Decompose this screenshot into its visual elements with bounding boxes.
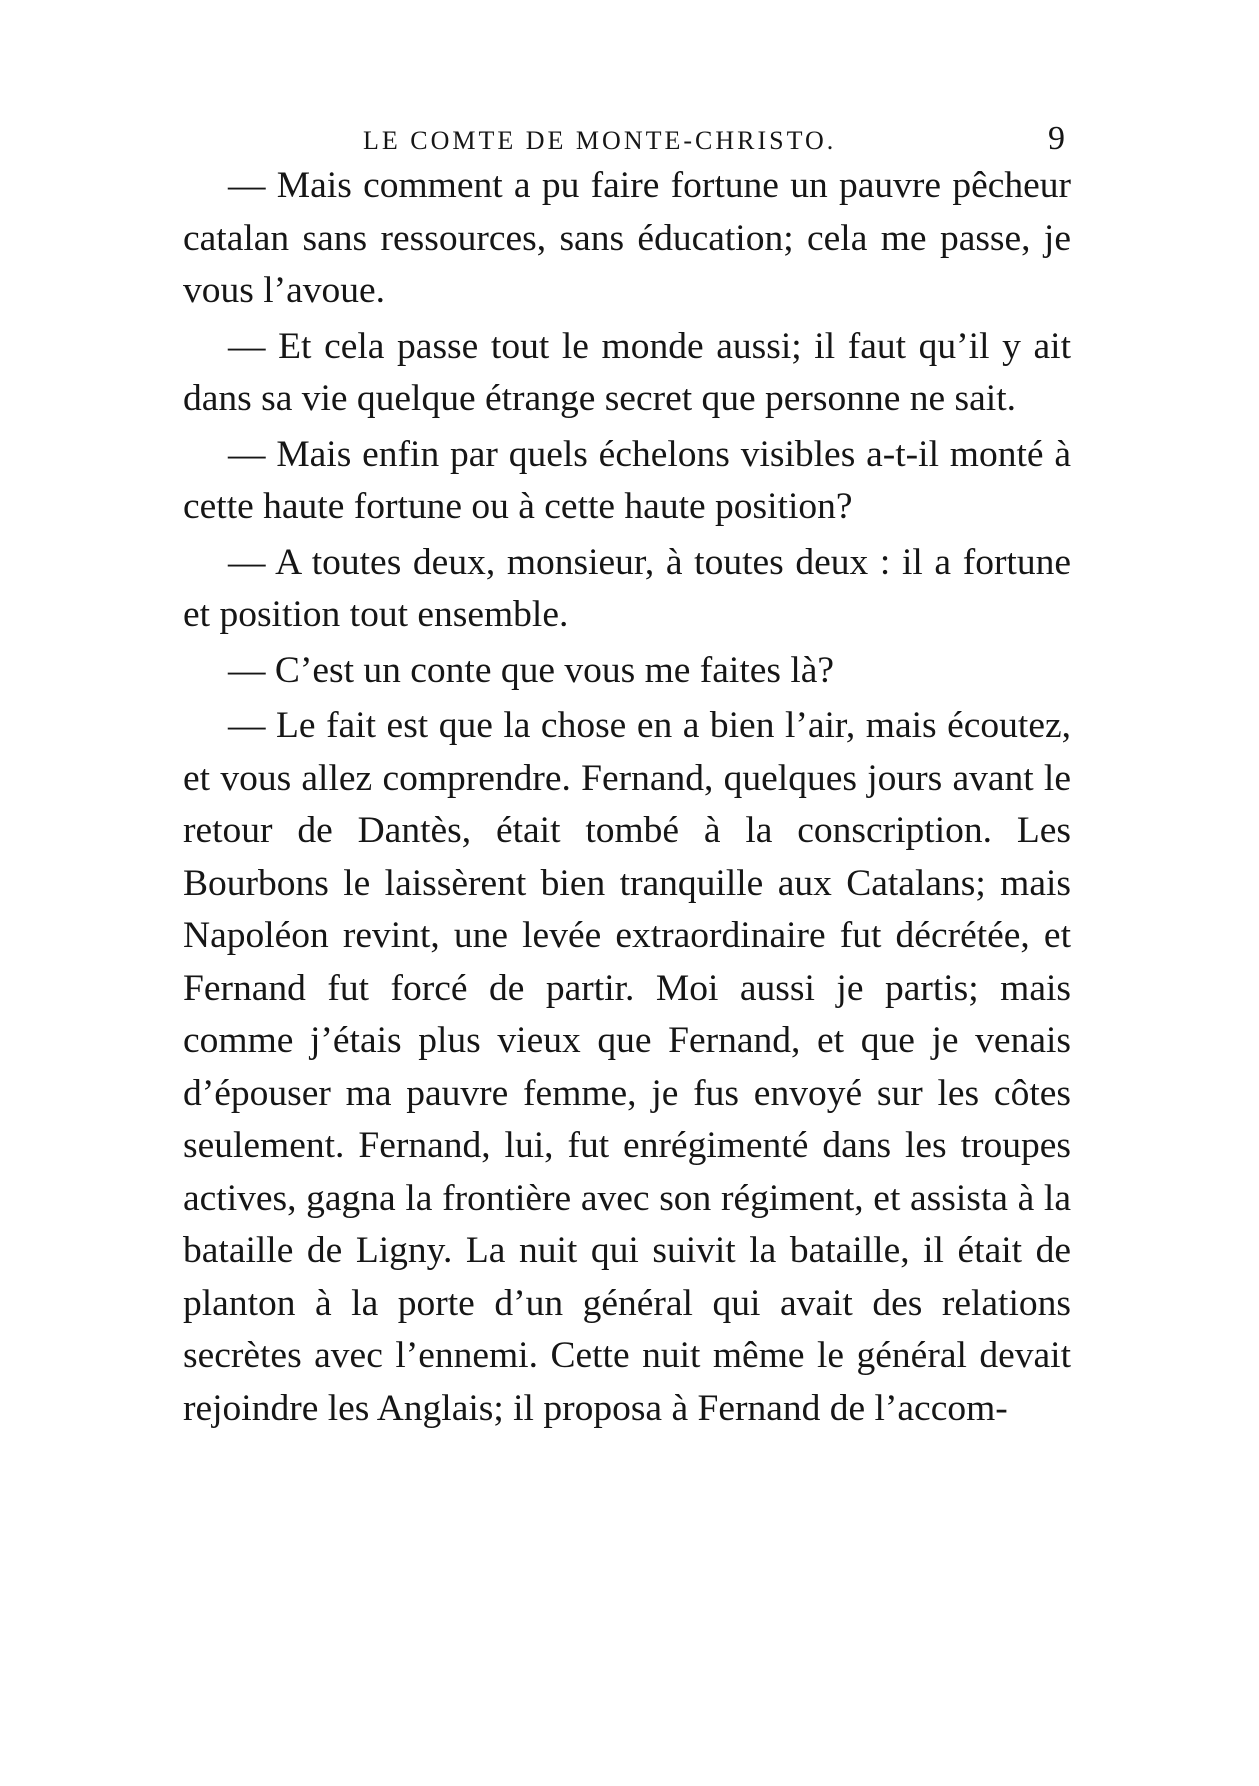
page-number: 9: [1048, 120, 1065, 157]
paragraph: — C’est un conte que vous me faites là?: [228, 649, 835, 691]
running-head: [183, 108, 1071, 157]
paragraph: — Le fait est que la chose en a bien l’air, mais écoutez, et vous allez comprendre. Fernand, quelques jours avant le retour de Dantès, était tombé à la conscription. Les Bourbons le laissèrent bien tranquille aux Catalans; mais Napoléon revint, une levée extraordinaire fut décrétée, et Fernand fut forcé de partir. Moi aussi je partis; mais comme j’étais plus vieux que Fernand, et que je venais d’épouser ma pauvre femme, je fus envoyé sur les côtes seulement. Fernand, lui, fut enrégimenté dans les troupes actives, gagna la frontière avec son régiment, et assista à la bataille de Ligny. La nuit qui suivit la bataille, il était de planton à la porte d’un général qui avait des relations secrètes avec l’ennemi. Cette nuit même le général devait rejoindre les Anglais; il proposa à Fernand de l’accom-: [183, 705, 1071, 1429]
running-title: LE COMTE DE MONTE-CHRISTO.: [363, 126, 837, 155]
paragraph: — Mais comment a pu faire fortune un pauvre pêcheur catalan sans ressources, sans éducation; cela me passe, je vous l’avoue.: [183, 165, 1071, 311]
paragraph: — A toutes deux, monsieur, à toutes deux : il a fortune et position tout ensemble.: [183, 541, 1071, 635]
body-text: [183, 160, 1071, 1435]
book-page: [183, 108, 1071, 1438]
paragraph: — Mais enfin par quels échelons visibles a-t-il monté à cette haute fortune ou à cette haute position?: [183, 433, 1071, 527]
paragraph: — Et cela passe tout le monde aussi; il faut qu’il y ait dans sa vie quelque étrange secret que personne ne sait.: [183, 325, 1071, 419]
